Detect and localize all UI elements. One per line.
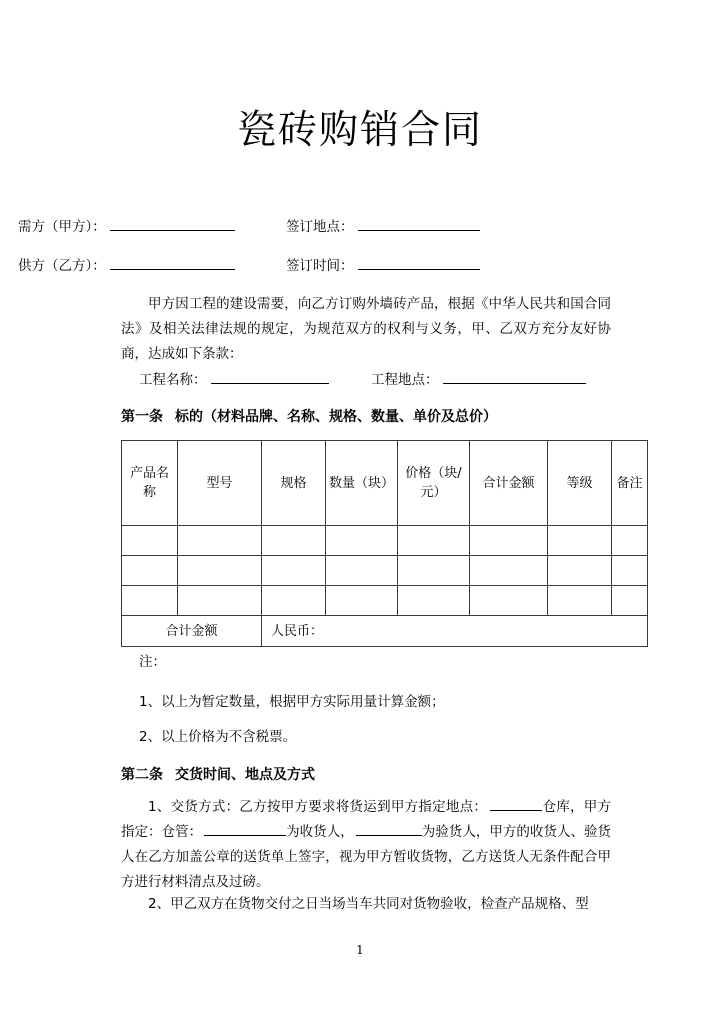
table-cell[interactable] [178,526,262,556]
project-place-field [371,368,586,392]
table-cell[interactable] [470,586,548,616]
section-two-heading [121,763,611,787]
sign-place-label: 签订地点： [286,219,354,235]
section-two-number: 第二条 [121,767,163,783]
goods-table [121,440,648,647]
table-cell[interactable] [398,556,470,586]
table-cell[interactable] [548,526,612,556]
supplier-input[interactable] [110,254,235,270]
table-header-cell [612,441,648,526]
table-header-cell: 规格 [262,441,326,526]
table-row [122,586,648,616]
header-field-row-2 [0,254,490,278]
section-one-number: 第一条 [121,409,163,425]
table-cell[interactable] [398,586,470,616]
project-name-field [139,368,329,392]
sign-time-label: 签订时间： [286,258,354,274]
sign-place-field [286,215,480,239]
buyer-field [18,215,235,239]
delivery-method-text-c: 为收货人， [286,824,354,840]
supplier-label: 供方（乙方）： [18,258,106,274]
total-amount-value[interactable]: 人民币： [262,616,648,647]
table-header-cell: 产品名称 [122,441,178,526]
table-cell[interactable] [326,526,398,556]
sign-time-field [286,254,480,278]
inspector-input[interactable] [356,820,422,836]
project-name-label: 工程名称： [139,372,207,388]
table-cell[interactable] [326,586,398,616]
table-header-row [122,441,648,526]
table-cell[interactable] [548,556,612,586]
total-amount-label: 合计金额 [122,616,262,647]
page-title: 瓷砖购销合同 [236,108,483,153]
table-cell[interactable] [122,586,178,616]
table-header-cell: 价格（块/元） [398,441,470,526]
table-header-cell: 数量（块） [326,441,398,526]
section-one-heading [121,405,611,429]
table-total-row [122,616,648,647]
note-item-2: 2、以上价格为不含税票。 [139,729,297,745]
delivery-method-text-d: 为验货人，甲方的收货人、验货人在乙方加盖公章的送货单上签字，视为甲方暂收货物，乙方送货人无条件配合甲方进行材料清点及过磅。 [121,824,612,890]
note-item-1: 1、以上为暂定数量，根据甲方实际用量计算金额； [139,694,445,710]
buyer-input[interactable] [110,215,235,231]
table-cell[interactable] [178,586,262,616]
warehouse-input[interactable] [490,795,542,811]
table-cell[interactable] [470,526,548,556]
table-cell[interactable] [548,586,612,616]
notes-heading: 注： [139,654,166,670]
table-cell[interactable] [470,556,548,586]
supplier-field [18,254,235,278]
section-two-paragraph-2: 2、甲乙双方在货物交付之日当场当车共同对货物验收，检查产品规格、型 [148,896,589,912]
table-header-cell: 等级 [548,441,612,526]
project-field-row [121,368,611,392]
preamble-paragraph: 甲方因工程的建设需要，向乙方订购外墙砖产品，根据《中华人民共和国合同法》及相关法律法规的规定，为规范双方的权利与义务，甲、乙双方充分友好协商，达成如下条款： [121,296,611,362]
sign-time-input[interactable] [358,254,480,270]
table-cell[interactable] [122,556,178,586]
table-header-cell: 合计金额 [470,441,548,526]
table-row [122,526,648,556]
table-header-cell: 型号 [178,441,262,526]
table-cell[interactable] [612,586,648,616]
sign-place-input[interactable] [358,215,480,231]
receiver-input[interactable] [204,820,286,836]
table-cell[interactable] [612,556,648,586]
section-two-paragraph-1 [121,795,611,895]
table-cell[interactable] [612,526,648,556]
table-cell[interactable] [122,526,178,556]
table-cell[interactable] [398,526,470,556]
section-one-title: 标的（材料品牌、名称、规格、数量、单价及总价） [175,409,497,425]
buyer-label: 需方（甲方）： [18,219,106,235]
project-place-label: 工程地点： [371,372,439,388]
table-cell[interactable] [262,556,326,586]
section-two-title: 交货时间、地点及方式 [175,767,315,783]
header-field-row-1 [0,215,490,239]
project-place-input[interactable] [443,368,586,384]
table-row [122,556,648,586]
table-cell[interactable] [262,586,326,616]
delivery-method-text-a: 1、交货方式：乙方按甲方要求将货运到甲方指定地点： [148,799,488,815]
table-cell[interactable] [178,556,262,586]
table-header-cell-remark: 备注 [616,475,643,491]
project-name-input[interactable] [211,368,329,384]
delivery-method-text-b: 仓库，甲方指定：仓管： [121,799,612,840]
page-number: 1 [356,943,364,957]
table-cell[interactable] [326,556,398,586]
table-cell[interactable] [262,526,326,556]
